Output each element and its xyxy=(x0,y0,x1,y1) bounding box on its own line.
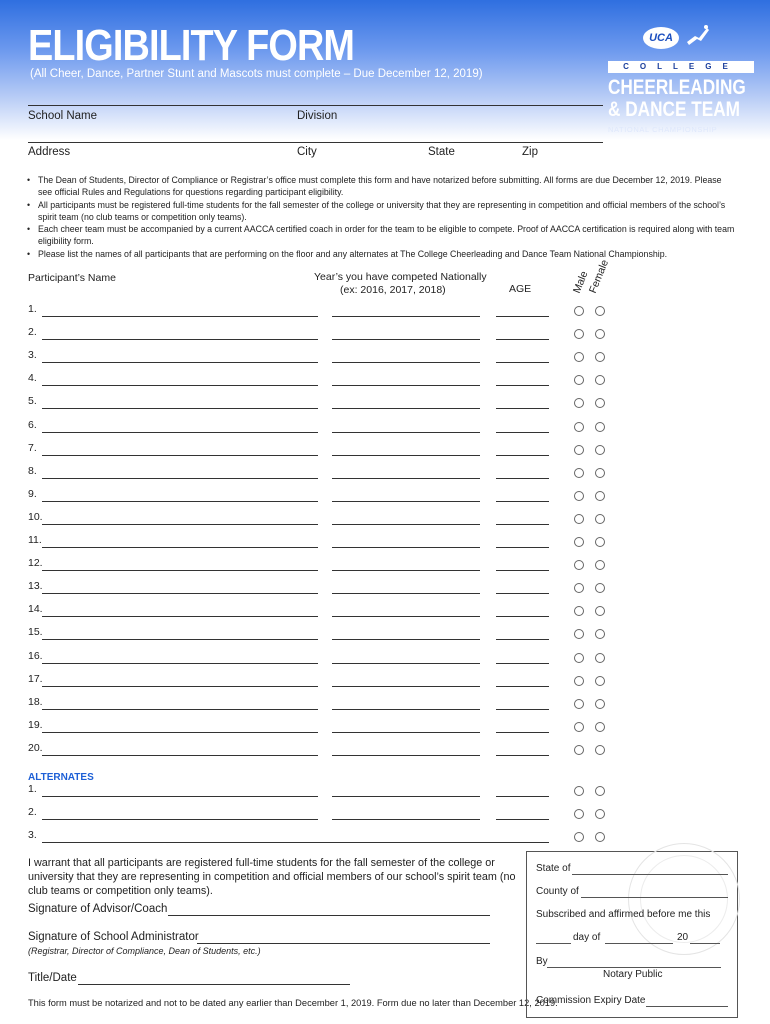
years-competed-field[interactable] xyxy=(332,524,480,525)
participant-name-field[interactable] xyxy=(42,732,318,733)
instruction-item: • Each cheer team must be accompanied by a current AACCA certified coach in order for the team to be eligible to compete. Proof of AACCA certification is required along with team eligibility form. xyxy=(26,223,738,248)
years-competed-field[interactable] xyxy=(332,709,480,710)
male-radio[interactable] xyxy=(574,329,584,339)
age-field[interactable] xyxy=(496,732,549,733)
years-competed-field[interactable] xyxy=(332,570,480,571)
male-radio[interactable] xyxy=(574,422,584,432)
male-radio[interactable] xyxy=(574,832,584,842)
table-row xyxy=(0,626,770,646)
table-row xyxy=(0,349,770,369)
male-radio[interactable] xyxy=(574,786,584,796)
instruction-item: • The Dean of Students, Director of Compliance or Registrar’s office must complete this form and have notarized before submitting. All forms are due December 12, 2019. Please see official Rules and Regulations for questions regarding participant eligibility. xyxy=(26,174,738,199)
row-number: 16. xyxy=(28,649,43,662)
participant-name-field[interactable] xyxy=(42,547,318,548)
years-competed-field[interactable] xyxy=(332,796,480,797)
male-radio[interactable] xyxy=(574,722,584,732)
participant-name-field[interactable] xyxy=(42,709,318,710)
participant-name-field[interactable] xyxy=(42,339,318,340)
row-number: 7. xyxy=(28,441,37,454)
division-label: Division xyxy=(297,110,338,122)
instructions-list xyxy=(26,174,738,260)
years-competed-field[interactable] xyxy=(332,663,480,664)
notary-public-label: Notary Public xyxy=(603,969,663,980)
age-field[interactable] xyxy=(496,362,549,363)
notary-day-of-label: day of xyxy=(573,932,601,943)
notary-subscribed-label: Subscribed and affirmed before me this xyxy=(536,909,711,920)
instruction-item: • Please list the names of all participants that are performing on the floor and any alternates at The College Cheerleading and Dance Team National Championship. xyxy=(26,248,738,260)
participant-name-field[interactable] xyxy=(42,570,318,571)
administrator-note: (Registrar, Director of Compliance, Dean of Students, etc.) xyxy=(28,946,261,956)
female-radio[interactable] xyxy=(595,537,605,547)
table-row xyxy=(0,673,770,693)
years-competed-field[interactable] xyxy=(332,686,480,687)
female-radio[interactable] xyxy=(595,375,605,385)
female-radio[interactable] xyxy=(595,422,605,432)
years-competed-field[interactable] xyxy=(332,593,480,594)
college-label: COLLEGE xyxy=(608,61,754,73)
row-number: 3. xyxy=(28,349,37,362)
age-field[interactable] xyxy=(496,524,549,525)
table-row xyxy=(0,372,770,392)
male-radio[interactable] xyxy=(574,537,584,547)
title-date-label: Title/Date xyxy=(28,972,77,984)
female-radio[interactable] xyxy=(595,745,605,755)
notary-year-label: 20 xyxy=(677,932,689,943)
advisor-signature-line[interactable] xyxy=(168,915,490,916)
table-row xyxy=(0,465,770,485)
table-row xyxy=(0,534,770,554)
male-radio[interactable] xyxy=(574,352,584,362)
participant-name-field[interactable] xyxy=(42,501,318,502)
zip-label: Zip xyxy=(522,146,538,158)
female-radio[interactable] xyxy=(595,832,605,842)
row-number: 15. xyxy=(28,626,43,639)
alternates-header: ALTERNATES xyxy=(28,772,94,783)
warrant-statement: I warrant that all participants are registered full-time students for the fall semester of the college or university that they are representing in competition and official members of our school’s spirit team (no club teams or competition only teams). xyxy=(28,857,516,897)
participant-name-field[interactable] xyxy=(42,478,318,479)
female-radio[interactable] xyxy=(595,398,605,408)
table-row xyxy=(0,829,770,849)
female-radio[interactable] xyxy=(595,699,605,709)
table-row xyxy=(0,557,770,577)
male-radio[interactable] xyxy=(574,398,584,408)
footer-note: This form must be notarized and not to be dated any earlier than December 1, 2019. Form due no later than December 12, 2019. xyxy=(28,998,558,1008)
brand-cheerleading: CHEERLEADING xyxy=(608,76,746,99)
advisor-signature-label: Signature of Advisor/Coach xyxy=(28,903,168,915)
female-radio[interactable] xyxy=(595,653,605,663)
female-radio[interactable] xyxy=(595,629,605,639)
participant-name-field[interactable] xyxy=(42,819,318,820)
table-row xyxy=(0,442,770,462)
row-number: 10. xyxy=(28,510,43,523)
age-field[interactable] xyxy=(496,570,549,571)
row-number: 3. xyxy=(28,829,37,841)
years-example-header: (ex: 2016, 2017, 2018) xyxy=(340,284,446,296)
participant-name-field[interactable] xyxy=(42,616,318,617)
participant-name-field[interactable] xyxy=(42,639,318,640)
age-field[interactable] xyxy=(496,709,549,710)
table-row xyxy=(0,488,770,508)
row-number: 17. xyxy=(28,672,43,685)
table-row xyxy=(0,326,770,346)
female-radio[interactable] xyxy=(595,352,605,362)
participant-name-header: Participant’s Name xyxy=(28,272,116,284)
instruction-item: • All participants must be registered full-time students for the fall semester of the college or university that they are representing in competition and official members of the school’s spirit team (no club teams or competition only teams). xyxy=(26,199,738,224)
years-competed-field[interactable] xyxy=(332,547,480,548)
table-row xyxy=(0,580,770,600)
male-radio[interactable] xyxy=(574,306,584,316)
table-row xyxy=(0,303,770,323)
female-header: Female xyxy=(586,258,612,295)
age-header: AGE xyxy=(509,283,532,295)
notary-seal-inner xyxy=(640,855,728,943)
row-number: 19. xyxy=(28,718,43,731)
participant-name-field[interactable] xyxy=(42,432,318,433)
participant-name-field[interactable] xyxy=(42,385,318,386)
years-competed-field[interactable] xyxy=(332,755,480,756)
participant-name-field[interactable] xyxy=(42,455,318,456)
years-header: Year’s you have competed Nationally xyxy=(314,271,487,283)
female-radio[interactable] xyxy=(595,606,605,616)
age-field[interactable] xyxy=(496,686,549,687)
school-name-label: School Name xyxy=(28,110,98,122)
male-radio[interactable] xyxy=(574,653,584,663)
notary-county-label: County of xyxy=(536,886,579,897)
male-radio[interactable] xyxy=(574,445,584,455)
participant-name-field[interactable] xyxy=(42,755,318,756)
female-radio[interactable] xyxy=(595,809,605,819)
notary-year-line[interactable] xyxy=(690,943,720,944)
row-number: 5. xyxy=(28,395,37,408)
notary-month-line[interactable] xyxy=(605,943,673,944)
age-field[interactable] xyxy=(496,663,549,664)
female-radio[interactable] xyxy=(595,560,605,570)
female-radio[interactable] xyxy=(595,722,605,732)
uca-logo: UCA xyxy=(643,27,679,49)
age-field[interactable] xyxy=(496,316,549,317)
female-radio[interactable] xyxy=(595,676,605,686)
male-radio[interactable] xyxy=(574,375,584,385)
age-field[interactable] xyxy=(496,639,549,640)
participant-name-field[interactable] xyxy=(42,593,318,594)
participant-name-field[interactable] xyxy=(42,524,318,525)
age-field[interactable] xyxy=(496,755,549,756)
row-number: 11. xyxy=(28,534,42,546)
address-label: Address xyxy=(28,146,71,158)
years-competed-field[interactable] xyxy=(332,732,480,733)
notary-day-line[interactable] xyxy=(536,943,571,944)
city-label: City xyxy=(297,146,317,158)
row-number: 2. xyxy=(28,806,37,818)
notary-commission-line[interactable] xyxy=(646,1006,728,1007)
years-competed-field[interactable] xyxy=(332,819,480,820)
row-number: 4. xyxy=(28,372,37,385)
participant-name-field[interactable] xyxy=(42,316,318,317)
female-radio[interactable] xyxy=(595,514,605,524)
table-row xyxy=(0,511,770,531)
address-line[interactable] xyxy=(28,142,603,143)
years-competed-field[interactable] xyxy=(332,478,480,479)
age-field[interactable] xyxy=(496,796,549,797)
table-row xyxy=(0,419,770,439)
male-radio[interactable] xyxy=(574,676,584,686)
female-radio[interactable] xyxy=(595,445,605,455)
male-radio[interactable] xyxy=(574,699,584,709)
years-competed-field[interactable] xyxy=(332,385,480,386)
title-date-line[interactable] xyxy=(78,984,350,985)
table-row xyxy=(0,650,770,670)
age-field[interactable] xyxy=(496,547,549,548)
row-number: 1. xyxy=(28,303,37,315)
table-row xyxy=(0,395,770,415)
notary-commission-label: Commission Expiry Date xyxy=(536,995,646,1006)
female-radio[interactable] xyxy=(595,468,605,478)
notary-by-label: By xyxy=(536,956,548,967)
years-competed-field[interactable] xyxy=(332,362,480,363)
participant-name-field[interactable] xyxy=(42,663,318,664)
male-header: Male xyxy=(570,269,591,295)
age-field[interactable] xyxy=(496,593,549,594)
table-row xyxy=(0,783,770,803)
row-number: 1. xyxy=(28,783,37,795)
notary-state-line[interactable] xyxy=(572,874,728,875)
male-radio[interactable] xyxy=(574,745,584,755)
brand-dance-team: & DANCE TEAM xyxy=(608,98,741,121)
female-radio[interactable] xyxy=(595,329,605,339)
administrator-signature-line[interactable] xyxy=(197,943,490,944)
years-competed-field[interactable] xyxy=(332,339,480,340)
row-number: 20. xyxy=(28,741,43,754)
participant-name-field[interactable] xyxy=(42,686,318,687)
male-radio[interactable] xyxy=(574,606,584,616)
notary-by-line[interactable] xyxy=(547,967,721,968)
table-row xyxy=(0,806,770,826)
row-number: 8. xyxy=(28,464,37,477)
notary-county-line[interactable] xyxy=(581,897,728,898)
participant-name-field[interactable] xyxy=(42,796,318,797)
notary-state-label: State of xyxy=(536,863,571,874)
row-number: 18. xyxy=(28,695,43,708)
age-field[interactable] xyxy=(496,455,549,456)
male-radio[interactable] xyxy=(574,491,584,501)
table-row xyxy=(0,742,770,762)
male-radio[interactable] xyxy=(574,560,584,570)
age-field[interactable] xyxy=(496,432,549,433)
age-field[interactable] xyxy=(496,339,549,340)
years-competed-field[interactable] xyxy=(332,639,480,640)
years-competed-field[interactable] xyxy=(332,501,480,502)
female-radio[interactable] xyxy=(595,583,605,593)
participant-name-field[interactable] xyxy=(42,408,318,409)
administrator-signature-label: Signature of School Administrator xyxy=(28,931,199,943)
years-competed-field[interactable] xyxy=(332,616,480,617)
years-competed-field[interactable] xyxy=(332,408,480,409)
form-title: ELIGIBILITY FORM xyxy=(28,21,355,70)
years-competed-field[interactable] xyxy=(332,316,480,317)
cheer-figure-icon xyxy=(685,24,711,46)
male-radio[interactable] xyxy=(574,809,584,819)
brand-national-championship: NATIONAL CHAMPIONSHIP xyxy=(608,125,718,134)
school-name-line[interactable] xyxy=(28,105,603,106)
age-field[interactable] xyxy=(496,478,549,479)
age-field[interactable] xyxy=(496,819,549,820)
table-row xyxy=(0,603,770,623)
female-radio[interactable] xyxy=(595,491,605,501)
participant-name-field[interactable] xyxy=(42,362,318,363)
years-competed-field[interactable] xyxy=(332,455,480,456)
participant-name-field[interactable] xyxy=(42,842,549,843)
form-subtitle: (All Cheer, Dance, Partner Stunt and Mascots must complete – Due December 12, 2019) xyxy=(30,68,483,80)
row-number: 13. xyxy=(28,580,43,593)
male-radio[interactable] xyxy=(574,468,584,478)
male-radio[interactable] xyxy=(574,629,584,639)
male-radio[interactable] xyxy=(574,583,584,593)
row-number: 14. xyxy=(28,603,43,616)
row-number: 6. xyxy=(28,418,37,431)
table-row xyxy=(0,696,770,716)
female-radio[interactable] xyxy=(595,786,605,796)
age-field[interactable] xyxy=(496,408,549,409)
age-field[interactable] xyxy=(496,501,549,502)
male-radio[interactable] xyxy=(574,514,584,524)
row-number: 9. xyxy=(28,487,37,500)
years-competed-field[interactable] xyxy=(332,432,480,433)
female-radio[interactable] xyxy=(595,306,605,316)
age-field[interactable] xyxy=(496,385,549,386)
row-number: 12. xyxy=(28,557,43,570)
table-row xyxy=(0,719,770,739)
age-field[interactable] xyxy=(496,616,549,617)
state-label: State xyxy=(428,146,455,158)
row-number: 2. xyxy=(28,326,37,339)
